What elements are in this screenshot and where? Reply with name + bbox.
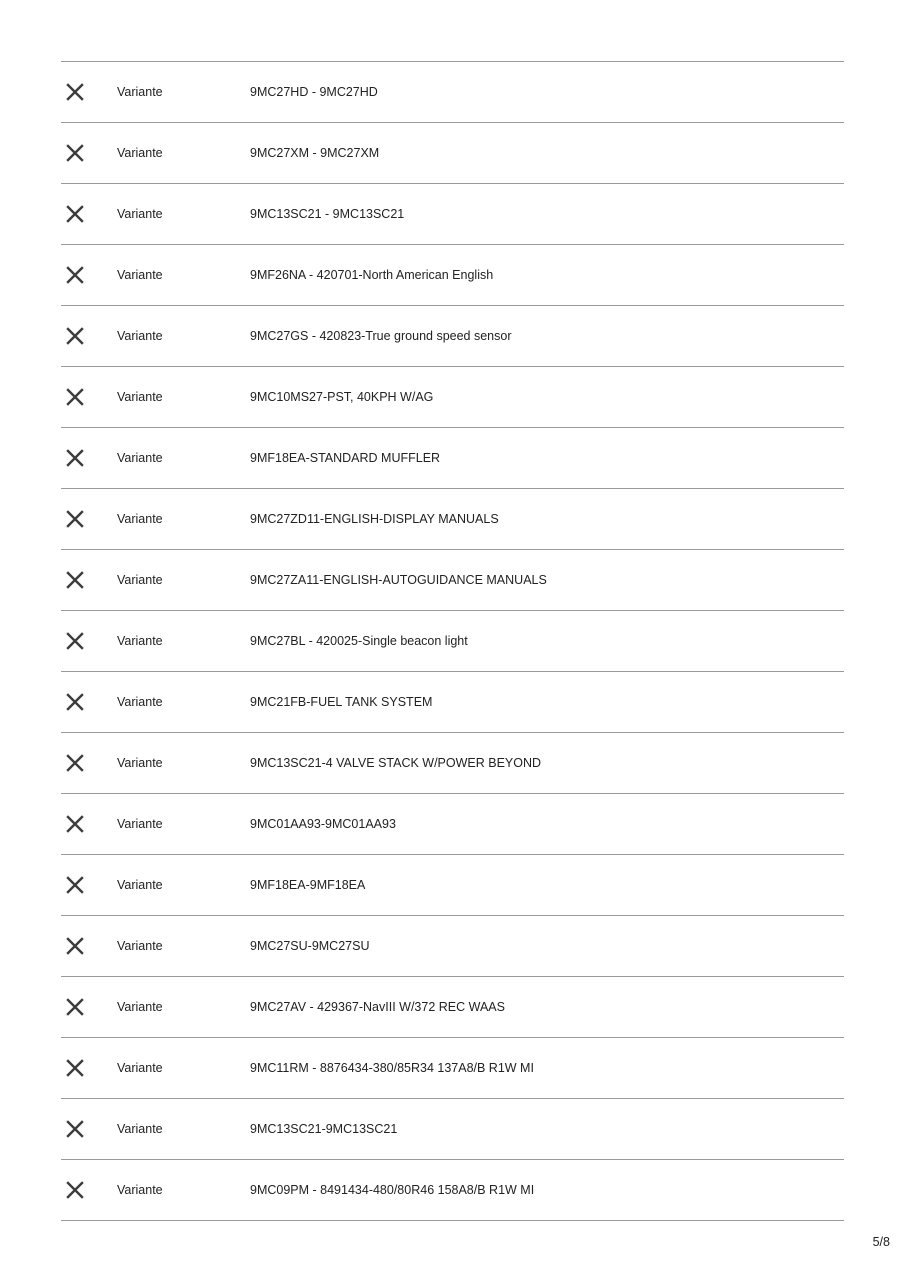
row-label: Variante (117, 817, 163, 831)
row-label: Variante (117, 1061, 163, 1075)
table-row (61, 184, 844, 245)
table-row (61, 428, 844, 489)
row-value: 9MC13SC21-9MC13SC21 (250, 1122, 398, 1136)
close-x-icon (66, 693, 84, 711)
table-row (61, 794, 844, 855)
table-row (61, 1038, 844, 1099)
close-x-icon (66, 571, 84, 589)
row-value: 9MF18EA-STANDARD MUFFLER (250, 451, 441, 465)
row-value: 9MC27SU-9MC27SU (250, 939, 370, 953)
table-row (61, 1099, 844, 1160)
row-label: Variante (117, 512, 163, 526)
row-value: 9MC27XM - 9MC27XM (250, 146, 380, 160)
close-x-icon (66, 327, 84, 345)
row-value: 9MC13SC21-4 VALVE STACK W/POWER BEYOND (250, 756, 542, 770)
row-label: Variante (117, 756, 163, 770)
row-label: Variante (117, 878, 163, 892)
table-row (61, 245, 844, 306)
row-label: Variante (117, 1122, 163, 1136)
row-label: Variante (117, 695, 163, 709)
close-x-icon (66, 1120, 84, 1138)
close-x-icon (66, 876, 84, 894)
table-row (61, 62, 844, 123)
table-row (61, 977, 844, 1038)
row-value: 9MC01AA93-9MC01AA93 (250, 817, 396, 831)
table-row (61, 916, 844, 977)
row-label: Variante (117, 573, 163, 587)
table-row (61, 489, 844, 550)
row-label: Variante (117, 939, 163, 953)
close-x-icon (66, 510, 84, 528)
row-value: 9MC10MS27-PST, 40KPH W/AG (250, 390, 434, 404)
row-label: Variante (117, 207, 163, 221)
close-x-icon (66, 266, 84, 284)
row-label: Variante (117, 268, 163, 282)
table-row (61, 367, 844, 428)
table-row (61, 306, 844, 367)
row-label: Variante (117, 85, 163, 99)
row-value: 9MC13SC21 - 9MC13SC21 (250, 207, 405, 221)
table-row (61, 611, 844, 672)
row-label: Variante (117, 1183, 163, 1197)
row-value: 9MC27HD - 9MC27HD (250, 85, 378, 99)
close-x-icon (66, 144, 84, 162)
close-x-icon (66, 388, 84, 406)
row-value: 9MC27ZD11-ENGLISH-DISPLAY MANUALS (250, 512, 499, 526)
row-label: Variante (117, 1000, 163, 1014)
row-value: 9MC27GS - 420823-True ground speed sensor (250, 329, 512, 343)
close-x-icon (66, 449, 84, 467)
close-x-icon (66, 998, 84, 1016)
close-x-icon (66, 1059, 84, 1077)
row-value: 9MC27BL - 420025-Single beacon light (250, 634, 468, 648)
row-label: Variante (117, 634, 163, 648)
row-value: 9MC27ZA11-ENGLISH-AUTOGUIDANCE MANUALS (250, 573, 547, 587)
close-x-icon (66, 632, 84, 650)
row-value: 9MF26NA - 420701-North American English (250, 268, 494, 282)
close-x-icon (66, 815, 84, 833)
close-x-icon (66, 937, 84, 955)
table-row (61, 855, 844, 916)
close-x-icon (66, 205, 84, 223)
row-label: Variante (117, 329, 163, 343)
row-label: Variante (117, 390, 163, 404)
row-value: 9MC21FB-FUEL TANK SYSTEM (250, 695, 433, 709)
row-value: 9MC09PM - 8491434-480/80R46 158A8/B R1W MI (250, 1183, 535, 1197)
options-table (61, 61, 844, 1221)
row-value: 9MF18EA-9MF18EA (250, 878, 366, 892)
table-row (61, 672, 844, 733)
row-label: Variante (117, 146, 163, 160)
table-row (61, 550, 844, 611)
row-label: Variante (117, 451, 163, 465)
page-number: 5/8 (872, 1235, 890, 1249)
close-x-icon (66, 83, 84, 101)
table-row (61, 123, 844, 184)
table-row (61, 1160, 844, 1221)
close-x-icon (66, 754, 84, 772)
close-x-icon (66, 1181, 84, 1199)
row-value: 9MC11RM - 8876434-380/85R34 137A8/B R1W MI (250, 1061, 534, 1075)
table-row (61, 733, 844, 794)
row-value: 9MC27AV - 429367-NavIII W/372 REC WAAS (250, 1000, 505, 1014)
